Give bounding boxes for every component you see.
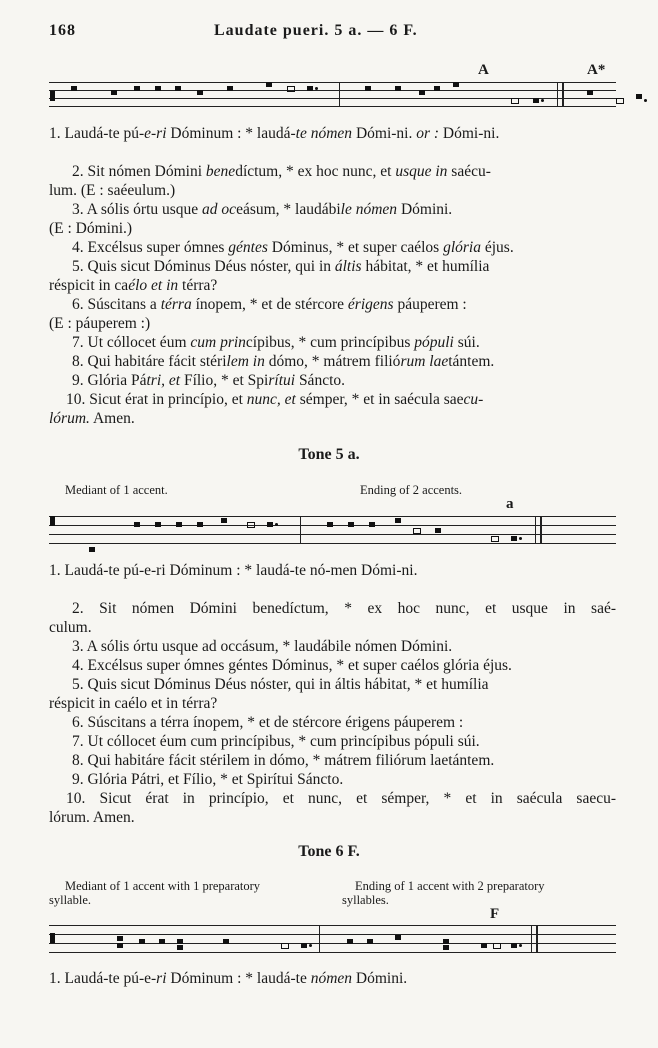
ending-label-a-star: A* xyxy=(587,62,606,78)
tone-6f-title: Tone 6 F. xyxy=(298,843,360,860)
chant-staff-tone-5a xyxy=(49,516,616,550)
verse-7: 7. Ut cóllocet éum cum princípibus, * cum princípibus pópuli súi. xyxy=(72,334,480,351)
tone-5a-ending-caption: Ending of 2 accents. xyxy=(360,483,463,497)
tone-6f-mediant-caption-cont: syllable. xyxy=(49,893,92,907)
tone-6f-ending-caption: Ending of 1 accent with 2 preparatory xyxy=(355,879,545,893)
tone-6f-ending-label: F xyxy=(490,906,500,922)
chant-staff-tone-6f xyxy=(49,925,616,959)
tone-5a-mediant-caption: Mediant of 1 accent. xyxy=(65,483,168,497)
tone-5a-verse-9: 9. Glória Pátri, et Fílio, * et Spirítui Sáncto. xyxy=(72,771,344,788)
chant-staff-1 xyxy=(49,82,616,116)
tone-5a-verse-6: 6. Súscitans a térra ínopem, * et de stércore érigens páuperem : xyxy=(72,714,464,731)
verse-6-cont: (E : páuperem :) xyxy=(49,315,151,332)
tone-5a-title: Tone 5 a. xyxy=(298,446,360,463)
verse-4: 4. Excélsus super ómnes géntes Dóminus, * et super caélos glória éjus. xyxy=(72,239,514,256)
tone-5a-verse-10: 10. Sicut érat in princípio, et nunc, et sémper, * et in saécula saecu- xyxy=(66,790,616,807)
tone-5a-ending-label: a xyxy=(506,496,514,512)
tone-5a-verse-4: 4. Excélsus super ómnes géntes Dóminus, * et super caélos glória éjus. xyxy=(72,657,512,674)
verse-10: 10. Sicut érat in princípio, et nunc, et sémper, * et in saécula saecu- xyxy=(66,391,484,408)
verse-5: 5. Quis sicut Dóminus Déus nóster, qui in áltis hábitat, * et humília xyxy=(72,258,490,275)
verse-10-cont: lórum. Amen. xyxy=(49,410,135,427)
tone-6f-verse-1: 1. Laudá-te pú-e-ri Dóminum : * laudá-te nómen Dómini. xyxy=(49,970,408,987)
verse-3: 3. A sólis órtu usque ad oceásum, * laudábile nómen Dómini. xyxy=(72,201,453,218)
ending-label-a: A xyxy=(478,62,489,78)
tone-5a-verse-2-cont: culum. xyxy=(49,619,92,636)
tone-5a-verse-5: 5. Quis sicut Dóminus Déus nóster, qui in áltis hábitat, * et humília xyxy=(72,676,489,693)
running-title: Laudate pueri. 5 a. — 6 F. xyxy=(214,22,418,39)
verse-9: 9. Glória Pátri, et Fílio, * et Spirítui Sáncto. xyxy=(72,372,345,389)
tone-5a-verse-1: 1. Laudá-te pú-e-ri Dóminum : * laudá-te nó-men Dómi-ni. xyxy=(49,562,418,579)
tone-5a-verse-5-cont: réspicit in caélo et in térra? xyxy=(49,695,218,712)
page-number: 168 xyxy=(49,22,76,39)
verse-2: 2. Sit nómen Dómini benedíctum, * ex hoc nunc, et usque in saécu- xyxy=(72,163,491,180)
verse-8: 8. Qui habitáre fácit stérilem in dómo, * mátrem filiórum laetántem. xyxy=(72,353,495,370)
tone-5a-verse-8: 8. Qui habitáre fácit stérilem in dómo, * mátrem filiórum laetántem. xyxy=(72,752,495,769)
tone-5a-verse-10-cont: lórum. Amen. xyxy=(49,809,135,826)
verse-1-pointed: 1. Laudá-te pú-e-ri Dóminum : * laudá-te nómen Dómi-ni. or : Dómi-ni. xyxy=(49,125,500,142)
tone-5a-verse-3: 3. A sólis órtu usque ad occásum, * laudábile nómen Dómini. xyxy=(72,638,453,655)
verse-2-cont: lum. (E : saéeulum.) xyxy=(49,182,176,199)
tone-5a-verse-7: 7. Ut cóllocet éum cum princípibus, * cum princípibus pópuli súi. xyxy=(72,733,480,750)
tone-6f-mediant-caption: Mediant of 1 accent with 1 preparatory xyxy=(65,879,261,893)
tone-5a-verse-2: 2. Sit nómen Dómini benedíctum, * ex hoc nunc, et usque in saé- xyxy=(72,600,616,617)
verse-6: 6. Súscitans a térra ínopem, * et de stércore érigens páuperem : xyxy=(72,296,467,313)
verse-3-cont: (E : Dómini.) xyxy=(49,220,133,237)
verse-5-cont: réspicit in caélo et in térra? xyxy=(49,277,218,294)
tone-6f-ending-caption-cont: syllables. xyxy=(342,893,389,907)
